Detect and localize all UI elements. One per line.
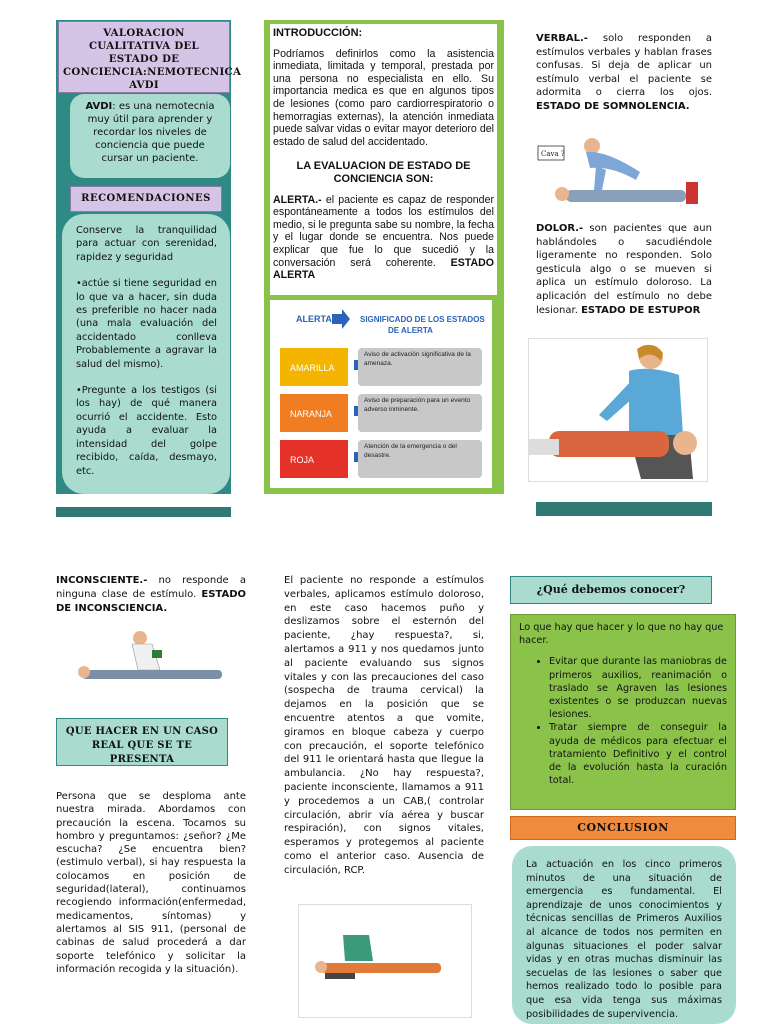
dolor-state: ESTADO DE ESTUPOR xyxy=(581,304,701,316)
intro-title: INTRODUCCIÓN: xyxy=(273,27,363,39)
verbal-stimulus-illustration xyxy=(536,132,704,220)
verbal-label: VERBAL.- xyxy=(536,33,588,44)
verbal-text: solo responden a estímulos verbales y hablan frases confusas. Si deja de aplicar un estímulo verbal el paciente se adormita o cierra los ojos. xyxy=(536,33,712,99)
naranja-desc: Aviso de preparación para un evento adverso inminente. xyxy=(364,397,471,413)
patient-body xyxy=(566,190,686,202)
rescuer-shirt xyxy=(343,935,373,961)
avdi-definition xyxy=(70,94,230,178)
cpr-illustration xyxy=(74,630,228,684)
evaluation-title: LA EVALUACION DE ESTADO DE CONCIENCIA SON: xyxy=(296,160,471,185)
patient-body xyxy=(321,963,441,973)
intro-text: Podríamos definirlos como la asistencia inmediata, limitada y temporal, prestada por una persona no especialista en ello. Su importancia medica es que en algunos tipos de lesiones (como paro cardiorrespiratorio o hemorragias externas), la atención inmediata puede salvar vidas o evitar mayor deterioro del estado de salud del accidentado. xyxy=(273,47,494,148)
cpr-procedure-illustration xyxy=(298,904,472,1018)
avdi-text: : es una nemotecnia muy útil para aprender y recordar los niveles de conciencia que puede cursar un paciente. xyxy=(87,101,215,164)
alert-row-amarilla xyxy=(280,348,482,386)
dolor-text: son pacientes que aun hablándoles o sacudiéndole ligeramente no responden. Solo gesticula algo o se mueven si aplica un estímulo doloroso. La aplicación del estímulo no debe lesionar. xyxy=(536,223,712,316)
rescuer-shirt xyxy=(629,369,683,435)
inconsciente-paragraph xyxy=(56,574,246,615)
list-item: • Evitar que durante las maniobras de primeros auxilios, reanimación o traslado se Agraven las lesiones existentes o se produzcan nuevas lesiones. xyxy=(549,655,727,721)
roja-label: ROJA xyxy=(290,455,315,465)
patient-torso xyxy=(549,431,669,457)
red-object xyxy=(686,182,698,204)
column3-footer-bar xyxy=(536,502,712,516)
alerta-paragraph xyxy=(273,194,494,282)
patient-head xyxy=(555,187,569,201)
recommendations-content xyxy=(62,214,230,494)
roja-desc: Atención de la emergencia o del desastre. xyxy=(364,443,457,459)
patient-body xyxy=(82,670,222,679)
alert-header-left: ALERTA xyxy=(296,314,332,324)
inconsciente-label: INCONSCIENTE.- xyxy=(56,575,148,586)
what-to-do-text: Persona que se desploma ante nuestra mirada. Abordamos con precaución la escena. Tocamos su hombro y preguntamos: ¿señor? ¿Me escucha? ¿Se encuentra bien?(estimulo verbal), si hay respuesta la colocamos en posición de seguridad(lateral), continuamos recogiendo información(enfermedad, medicamentos, síntomas) y alertamos al SIS 911, (personal de cabinas de salud procederá a dar soporte telefónico y solicitar la información recogida y la situación). xyxy=(56,791,246,975)
rescuer-badge xyxy=(152,650,162,658)
rescuer-cpr-illustration xyxy=(299,905,473,1019)
avdi-label: AVDI xyxy=(85,101,113,112)
alert-levels-table xyxy=(270,300,492,488)
dolor-paragraph xyxy=(536,222,712,317)
patient-head xyxy=(673,431,697,455)
what-to-know-list xyxy=(519,655,727,787)
alert-header-right-text: SIGNIFICADO DE LOS ESTADOS xyxy=(360,315,485,324)
what-to-know-box xyxy=(510,614,736,810)
rescuer-head xyxy=(133,631,147,645)
patient-head xyxy=(78,666,90,678)
column1-footer-bar xyxy=(56,507,231,517)
verbal-paragraph xyxy=(536,32,712,114)
dolor-label: DOLOR.- xyxy=(536,223,584,234)
what-to-know-intro: Lo que hay que hacer y lo que no hay que hacer. xyxy=(519,622,724,647)
naranja-label: NARANJA xyxy=(290,409,333,419)
verbal-state: ESTADO DE SOMNOLENCIA. xyxy=(536,100,690,112)
patient-legs xyxy=(529,439,559,455)
introduction-box xyxy=(270,24,497,295)
inconsciente-state: ESTADO DE INCONSCIENCIA. xyxy=(56,588,246,614)
alert-header-right-line2: DE ALERTA xyxy=(388,326,433,335)
rec-paragraph-2: •actúe si tiene seguridad en lo que va a hacer, sin duda es preferible no hacer nada (una mala evaluación del accidentado conlleva Probablemente a agravar la salud del mismo). xyxy=(76,278,217,370)
brochure-title: VALORACION CUALITATIVA DEL ESTADO DE CONCIENCIA:NEMOTECNICA AVDI xyxy=(58,21,230,93)
recommendations-title: RECOMENDACIONES xyxy=(70,186,222,212)
inconsciente-text: no responde a ninguna clase de estímulo. xyxy=(56,575,246,600)
alerta-text: el paciente es capaz de responder espontáneamente a todos los estímulos del medio, si le pregunta sabe su nombre, la fecha y el lugar donde se encuentra. Nos puede explicar que fue lo que sucedió y la conversación será coherente. xyxy=(273,193,494,269)
rescuer-checking-patient-illustration xyxy=(529,339,709,483)
conclusion-title: CONCLUSION xyxy=(510,816,736,840)
rec-paragraph-1: Conserve la tranquilidad para actuar con serenidad, rapidez y seguridad xyxy=(76,225,217,263)
alert-header-right xyxy=(360,315,485,335)
person-helping-illustration xyxy=(536,132,704,220)
amarilla-desc: Aviso de activación significativa de la amenaza. xyxy=(364,351,471,367)
procedure-text: El paciente no responde a estímulos verbales, aplicamos estímulo doloroso, en este caso hacemos puño y deslizamos sobre el esternón del paciente, ¿hay respuesta?, si, alertamos a 911 y nos quedamos junto al paciente evaluando sus signos vitales y con las precauciones del caso (sospecha de trauma cervical) la dejamos en la posición que se encuentre atentos a que vomite, giramos en bloque cabeza y cuerpo con precaución, el soporte telefónico del 911 le orientará hasta que llegue la ambulancia. ¿No hay respuesta?, paciente inconsciente, llamamos a 911 y procedemos a un CAB,( controlar circulación, abrir vía aérea y buscar respiración), con signos vitales, esperamos y protegemos al paciente como el anterior caso. Ausencia de circulación, RCP. xyxy=(284,575,484,876)
helper-body xyxy=(586,152,640,180)
list-item: • Tratar siempre de conseguir la ayuda de médicos para efectuar el tratamiento Definitivo y el control de la evolución hasta la curación total. xyxy=(549,721,727,787)
rec-paragraph-3: •Pregunte a los testigos (si los hay) de qué manera ocurrió el accidente. Esto ayuda a evaluar la intensidad del golpe recibido, caída, desmayo, etc. xyxy=(76,385,217,477)
speech-bubble-text: Cava ? xyxy=(541,150,565,158)
what-to-do-title: QUE HACER EN UN CASO REAL QUE SE TE PRESENTA xyxy=(56,718,228,766)
amarilla-label: AMARILLA xyxy=(290,363,335,373)
unconscious-patient-illustration xyxy=(74,630,228,684)
patient-head xyxy=(315,961,327,973)
conclusion-text: La actuación en los cinco primeros minutos de una situación de emergencia es fundamental. El aprendizaje de unos conocimientos y técnicas sencillas de Primeros Auxilios al alcance de todos nos permiten en algunas situaciones el poder salvar vidas y en otras muchas disminuir las secuelas de las lesiones o saber que hemos realizado todo lo posible para que esa vida tenga sus máximas posibilidades de supervivencia. xyxy=(512,846,736,1024)
helper-head xyxy=(584,138,600,154)
arrow-right-icon xyxy=(332,309,350,329)
alert-row-roja xyxy=(280,440,482,478)
alert-levels-graphic xyxy=(270,300,492,488)
patient-arm xyxy=(325,973,355,979)
alerta-label: ALERTA.- xyxy=(273,193,322,206)
helper-arm xyxy=(594,166,606,190)
pain-stimulus-illustration xyxy=(528,338,708,482)
alert-row-naranja xyxy=(280,394,482,432)
alerta-state: ESTADO ALERTA xyxy=(273,256,494,282)
what-to-know-title: ¿Qué debemos conocer? xyxy=(510,576,712,604)
